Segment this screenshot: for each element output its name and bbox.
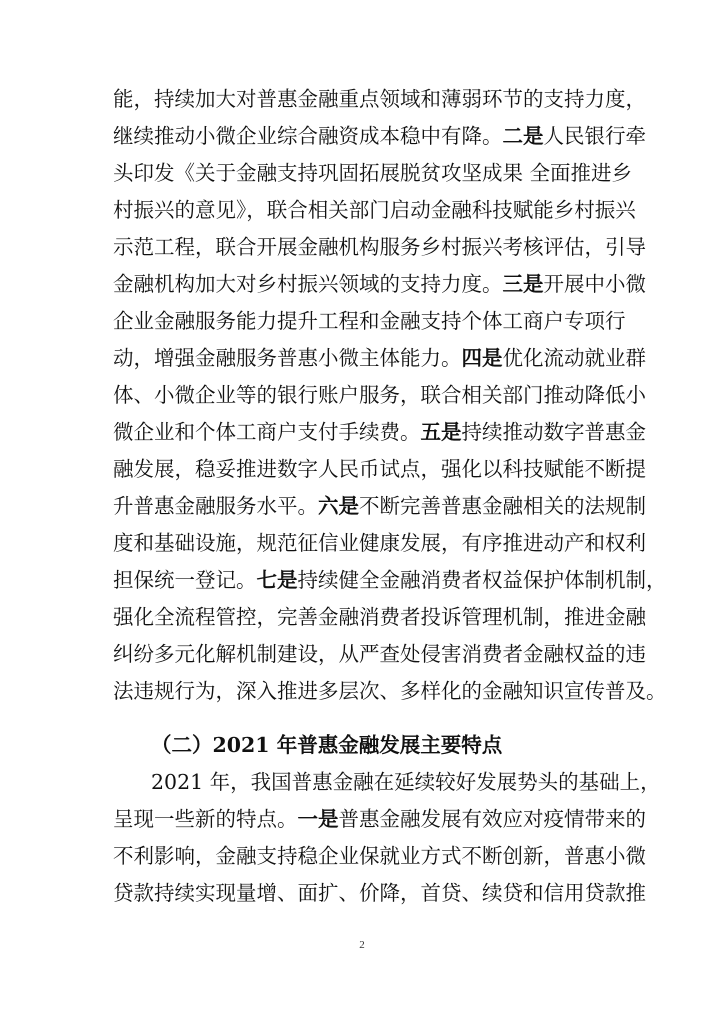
body-text-line: 呈现一些新的特点。一是普惠金融发展有效应对疫情带来的 xyxy=(113,807,646,831)
body-text-line: 2021 年，我国普惠金融在延续较好发展势头的基础上， xyxy=(151,770,661,794)
body-text-line: 企业金融服务能力提升工程和金融支持个体工商户专项行 xyxy=(113,309,626,333)
emphasis-label: 四是 xyxy=(461,346,503,370)
page-number: 2 xyxy=(359,939,365,951)
emphasis-label: 五是 xyxy=(420,420,462,444)
body-text-line: 贷款持续实现量增、面扩、价降，首贷、续贷和信用贷款推 xyxy=(113,881,646,905)
body-text-line: 能，持续加大对普惠金融重点领域和薄弱环节的支持力度， xyxy=(113,87,646,111)
body-text-line: 村振兴的意见》，联合相关部门启动金融科技赋能乡村振兴 xyxy=(113,198,636,222)
emphasis-label: 七是 xyxy=(256,568,298,592)
body-text-line: 升普惠金融服务水平。六是不断完善普惠金融相关的法规制 xyxy=(113,494,646,518)
body-text-line: 融发展，稳妥推进数字人民币试点，强化以科技赋能不断提 xyxy=(113,457,646,481)
body-text-line: 头印发《关于金融支持巩固拓展脱贫攻坚成果 全面推进乡 xyxy=(113,161,633,185)
body-text-line: 金融机构加大对乡村振兴领域的支持力度。三是开展中小微 xyxy=(113,272,646,296)
body-text-line: 继续推动小微企业综合融资成本稳中有降。二是人民银行牵 xyxy=(113,124,646,148)
body-text-line: 示范工程，联合开展金融机构服务乡村振兴考核评估，引导 xyxy=(113,235,646,259)
body-text-line: 强化全流程管控，完善金融消费者投诉管理机制，推进金融 xyxy=(113,605,646,629)
emphasis-label: 六是 xyxy=(318,494,359,518)
emphasis-label: 三是 xyxy=(502,272,544,296)
body-text-line: 担保统一登记。七是持续健全金融消费者权益保护体制机制， xyxy=(113,568,667,592)
body-text-line: 度和基础设施，规范征信业健康发展，有序推进动产和权利 xyxy=(113,531,646,555)
body-text-line: 体、小微企业等的银行账户服务，联合相关部门推动降低小 xyxy=(113,383,646,407)
body-text-line: 纠纷多元化解机制建设，从严查处侵害消费者金融权益的违 xyxy=(113,642,646,666)
body-text-line: 微企业和个体工商户支付手续费。五是持续推动数字普惠金 xyxy=(113,420,646,444)
section-heading: （二）2021 年普惠金融发展主要特点 xyxy=(151,733,503,757)
body-text-line: 动，增强金融服务普惠小微主体能力。四是优化流动就业群 xyxy=(113,346,646,370)
emphasis-label: 二是 xyxy=(502,124,544,148)
body-text-line: 法违规行为，深入推进多层次、多样化的金融知识宣传普及。 xyxy=(113,679,667,703)
emphasis-label: 一是 xyxy=(297,807,339,831)
body-text-line: 不利影响，金融支持稳企业保就业方式不断创新，普惠小微 xyxy=(113,844,646,868)
